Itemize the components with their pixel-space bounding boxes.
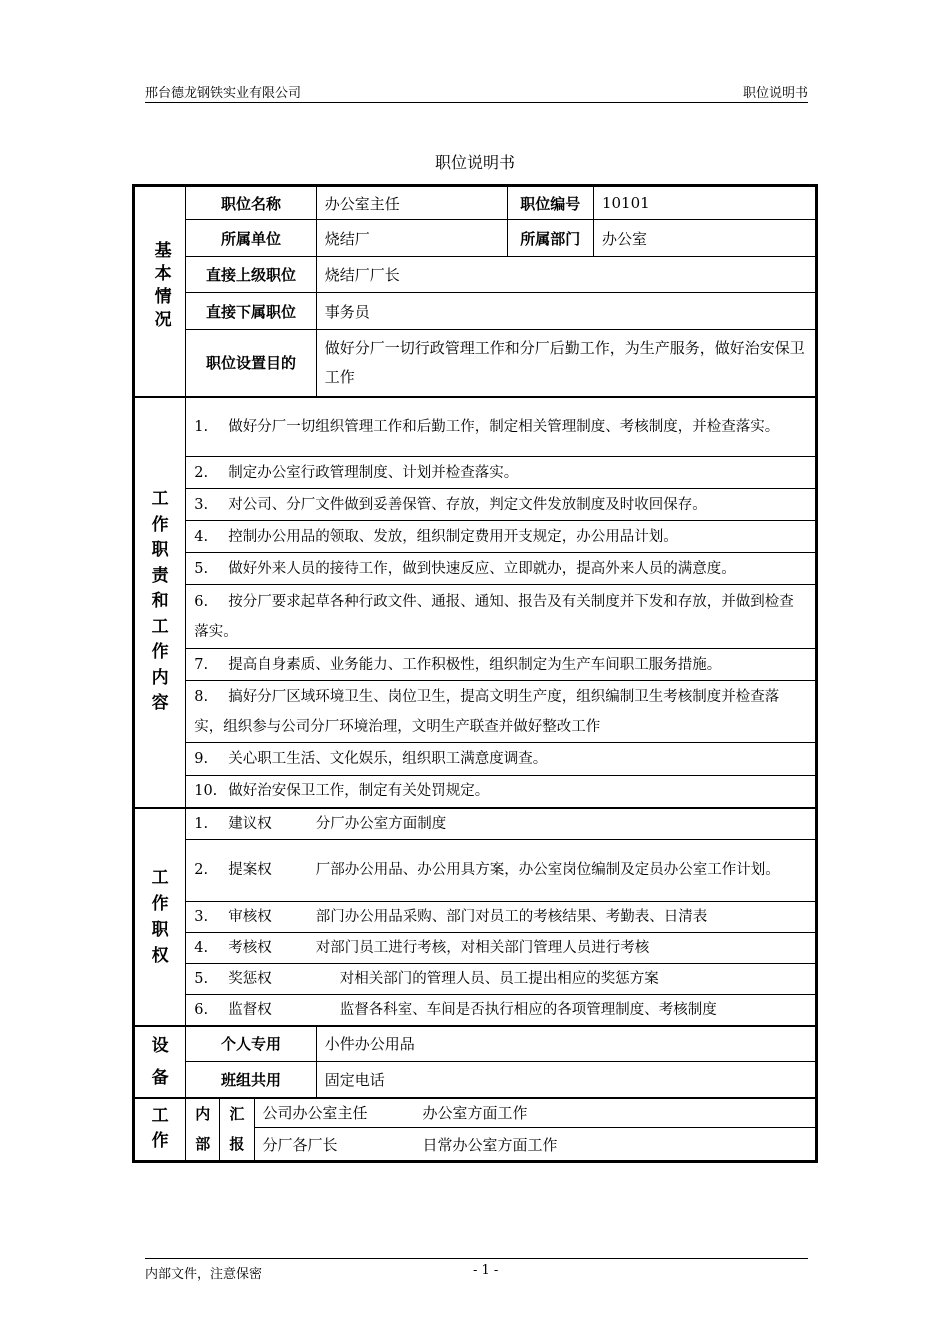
department-label: 所属部门 [507, 220, 593, 257]
work-section-label: 工作 [134, 1098, 186, 1162]
subordinate-value: 事务员 [316, 293, 816, 330]
authority-item: 1. 建议权 分厂办公室方面制度 [186, 808, 817, 840]
personal-equipment-label: 个人专用 [186, 1026, 317, 1062]
superior-value: 烧结厂厂长 [316, 257, 816, 293]
authority-item: 6. 监督权 监督各科室、车间是否执行相应的各项管理制度、考核制度 [186, 994, 817, 1026]
document-title: 职位说明书 [434, 153, 515, 172]
position-name-label: 职位名称 [186, 186, 317, 220]
duty-item: 10. 做好治安保卫工作，制定有关处罚规定。 [186, 776, 817, 808]
team-equipment-label: 班组共用 [186, 1062, 317, 1098]
company-name: 邢台德龙钢铁实业有限公司 [145, 86, 302, 101]
report-row: 分厂各厂长 日常办公室方面工作 [254, 1128, 817, 1162]
internal-label: 内部 [186, 1098, 220, 1162]
page-number: - 1 - [473, 1263, 499, 1278]
authority-section-label: 工作职权 [134, 808, 186, 1026]
basic-section-label: 基本情况 [134, 186, 186, 397]
superior-label: 直接上级职位 [186, 257, 317, 293]
position-code-value: 10101 [593, 186, 816, 220]
duties-section-label: 工作职责和工作内容 [134, 397, 186, 808]
duty-item: 4. 控制办公用品的领取、发放，组织制定费用开支规定，办公用品计划。 [186, 521, 817, 553]
authority-item: 5. 奖惩权 对相关部门的管理人员、员工提出相应的奖惩方案 [186, 963, 817, 994]
unit-value: 烧结厂 [316, 220, 507, 257]
duty-item: 2. 制定办公室行政管理制度、计划并检查落实。 [186, 457, 817, 489]
position-code-label: 职位编号 [507, 186, 593, 220]
position-name-value: 办公室主任 [316, 186, 507, 220]
purpose-value: 做好分厂一切行政管理工作和分厂后勤工作，为生产服务，做好治安保卫工作 [316, 330, 816, 397]
page-header [145, 82, 808, 103]
authority-item: 4. 考核权 对部门员工进行考核，对相关部门管理人员进行考核 [186, 932, 817, 963]
equipment-section-label: 设备 [134, 1026, 186, 1098]
personal-equipment-value: 小件办公用品 [316, 1026, 816, 1062]
duty-item: 3. 对公司、分厂文件做到妥善保管、存放，判定文件发放制度及时收回保存。 [186, 489, 817, 521]
unit-label: 所属单位 [186, 220, 317, 257]
duty-item: 5. 做好外来人员的接待工作，做到快速反应、立即就办，提高外来人员的满意度。 [186, 553, 817, 585]
duty-item: 6. 按分厂要求起草各种行政文件、通报、通知、报告及有关制度并下发和存放，并做到检查落实。 [186, 585, 817, 649]
duty-item: 7. 提高自身素质、业务能力、工作积极性，组织制定为生产车间职工服务措施。 [186, 649, 817, 681]
header-doc-type: 职位说明书 [742, 86, 808, 101]
purpose-label: 职位设置目的 [186, 330, 317, 397]
authority-item: 2. 提案权 厂部办公用品、办公用具方案，办公室岗位编制及定员办公室工作计划。 [186, 839, 817, 901]
report-label: 汇报 [220, 1098, 254, 1162]
duty-item: 1. 做好分厂一切组织管理工作和后勤工作，制定相关管理制度、考核制度，并检查落实。 [186, 397, 817, 457]
job-description-table [132, 184, 818, 1163]
team-equipment-value: 固定电话 [316, 1062, 816, 1098]
report-row: 公司办公室主任 办公室方面工作 [254, 1098, 817, 1128]
confidential-note: 内部文件，注意保密 [145, 1267, 263, 1282]
subordinate-label: 直接下属职位 [186, 293, 317, 330]
department-value: 办公室 [593, 220, 816, 257]
duty-item: 9. 关心职工生活、文化娱乐，组织职工满意度调查。 [186, 743, 817, 776]
duty-item: 8. 搞好分厂区域环境卫生、岗位卫生，提高文明生产度，组织编制卫生考核制度并检查落实，组织参与公司分厂环境治理，文明生产联查并做好整改工作 [186, 681, 817, 743]
page-footer [145, 1258, 808, 1282]
authority-item: 3. 审核权 部门办公用品采购、部门对员工的考核结果、考勤表、日清表 [186, 901, 817, 932]
